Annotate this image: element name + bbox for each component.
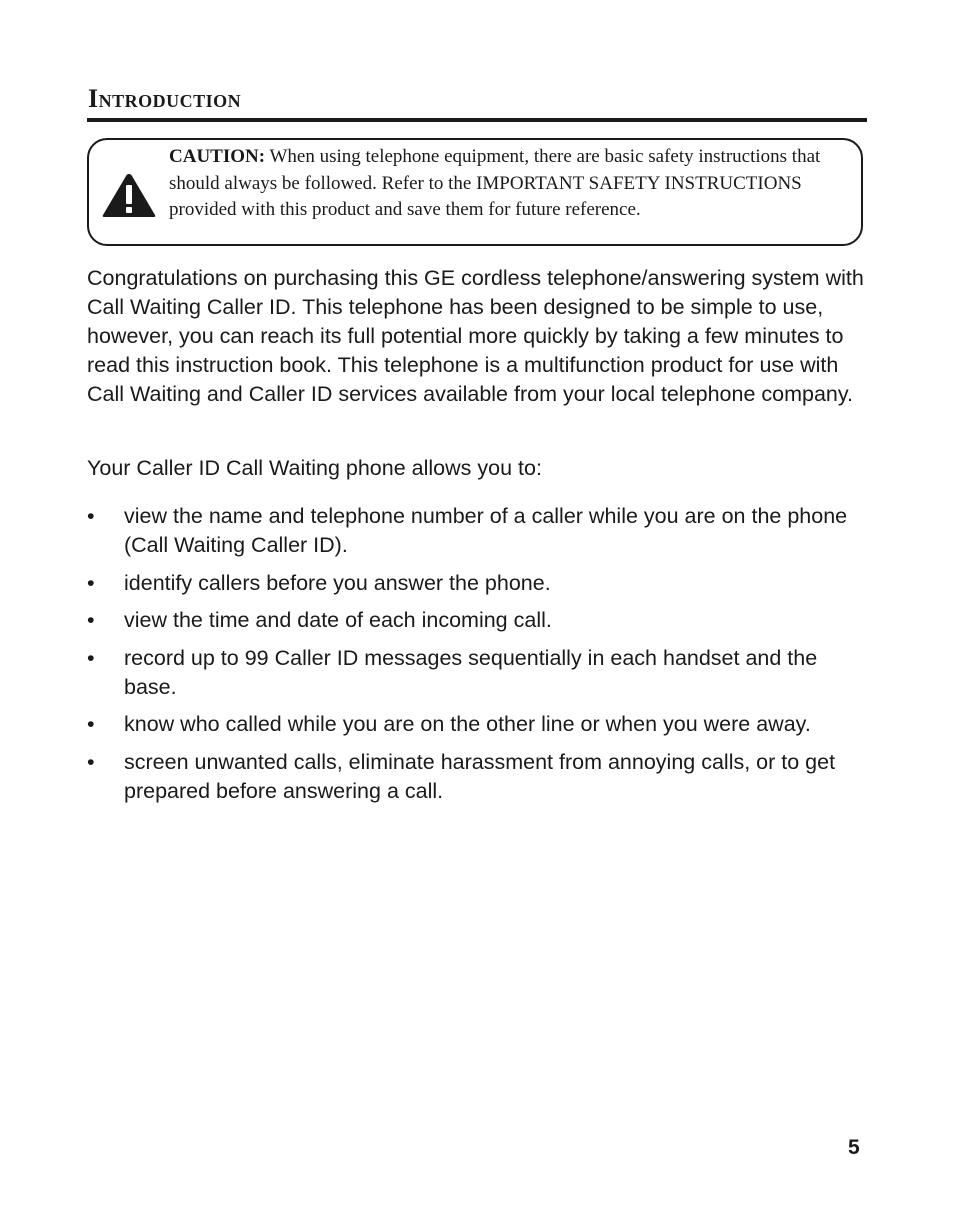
bullet-icon: • <box>87 608 95 632</box>
page-number: 5 <box>848 1136 860 1159</box>
bullet-icon: • <box>87 749 95 774</box>
list-item <box>87 606 872 635</box>
lead-paragraph: Your Caller ID Call Waiting phone allows you to: <box>87 456 542 480</box>
caution-label: CAUTION: <box>169 146 266 167</box>
list-item-text: know who called while you are on the other line or when you were away. <box>124 712 811 736</box>
feature-list <box>87 502 872 814</box>
list-item <box>87 569 872 598</box>
bullet-icon: • <box>87 504 95 528</box>
list-item-text: screen unwanted calls, eliminate harassment from annoying calls, or to get prepared before answering a call. <box>124 749 836 803</box>
caution-text <box>169 144 859 224</box>
intro-paragraph: Congratulations on purchasing this GE cordless telephone/answering system with Call Waiting Caller ID. This telephone has been designed to be simple to use, however, you can reach its full potential more quickly by taking a few minutes to read this instruction book. This telephone is a multifunction product for use with Call Waiting and Caller ID services available from your local telephone company. <box>87 266 864 406</box>
caution-box <box>87 138 863 246</box>
list-item <box>87 748 872 806</box>
list-item-text: view the time and date of each incoming call. <box>124 608 552 632</box>
list-item-text: record up to 99 Caller ID messages sequentially in each handset and the base. <box>124 645 818 699</box>
bullet-icon: • <box>87 645 95 670</box>
list-item-text: identify callers before you answer the phone. <box>124 570 551 595</box>
warning-triangle-icon <box>100 170 158 220</box>
list-item <box>87 502 872 560</box>
caution-body: When using telephone equipment, there are basic safety instructions that should always be followed. Refer to the IMPORTANT SAFETY INSTRUCTIONS provided with this product and save them for future reference. <box>169 146 821 220</box>
section-heading: Introduction <box>88 84 242 113</box>
bullet-icon: • <box>87 712 95 736</box>
list-item <box>87 644 872 702</box>
list-item <box>87 710 872 739</box>
heading-rule <box>87 118 867 122</box>
list-item-text: view the name and telephone number of a caller while you are on the phone (Call Waiting Caller ID). <box>124 504 848 557</box>
bullet-icon: • <box>87 570 95 595</box>
